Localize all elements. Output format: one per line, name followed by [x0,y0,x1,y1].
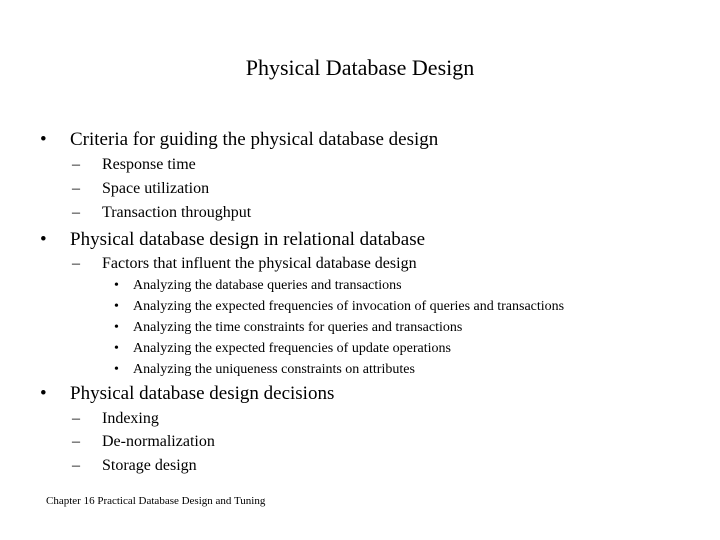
bullet-marker: • [40,129,47,150]
sub-list-item-text: Analyzing the time constraints for queries and transactions [133,320,463,335]
list-item-text: De-normalization [102,433,215,450]
bullet-marker: • [40,383,47,404]
list-item-text: Space utilization [102,180,210,197]
slide-title: Physical Database Design [245,55,475,80]
sub-list-item [0,298,720,316]
sub-list-item [0,361,720,379]
sub-list-item-text: Analyzing the expected frequencies of update operations [133,341,451,356]
slide-footer: Chapter 16 Practical Database Design and Tuning [46,495,266,507]
bullet-marker: • [114,320,119,335]
list-item [0,432,720,452]
section-heading: Physical database design in relational database [70,229,426,250]
dash-marker: – [72,204,80,221]
dash-marker: – [72,156,80,173]
dash-marker: – [72,255,80,272]
bullet-marker: • [114,278,119,293]
section-2-bullet [0,228,720,252]
list-item [0,179,720,199]
list-item [0,456,720,476]
sub-list-item-text: Analyzing the database queries and transactions [133,278,402,293]
sub-list-item [0,319,720,337]
bullet-marker: • [114,341,119,356]
dash-marker: – [72,457,80,474]
list-item [0,155,720,175]
list-item-text: Storage design [102,457,197,474]
list-item [0,409,720,429]
bullet-marker: • [114,362,119,377]
list-item [0,203,720,223]
sub-list-item [0,340,720,358]
dash-marker: – [72,180,80,197]
section-3-bullet [0,382,720,406]
section-heading: Criteria for guiding the physical database design [70,129,439,150]
list-item-text: Factors that influent the physical database design [102,255,417,272]
dash-marker: – [72,433,80,450]
list-item-text: Response time [102,156,196,173]
section-heading: Physical database design decisions [70,383,335,404]
sub-list-item-text: Analyzing the expected frequencies of invocation of queries and transactions [133,299,565,314]
bullet-marker: • [40,229,47,250]
sub-list-item [0,277,720,295]
sub-list-item-text: Analyzing the uniqueness constraints on attributes [133,362,415,377]
list-item-text: Indexing [102,410,159,427]
section-1-bullet [0,128,720,152]
list-item [0,254,720,274]
list-item-text: Transaction throughput [102,204,252,221]
bullet-marker: • [114,299,119,314]
dash-marker: – [72,410,80,427]
